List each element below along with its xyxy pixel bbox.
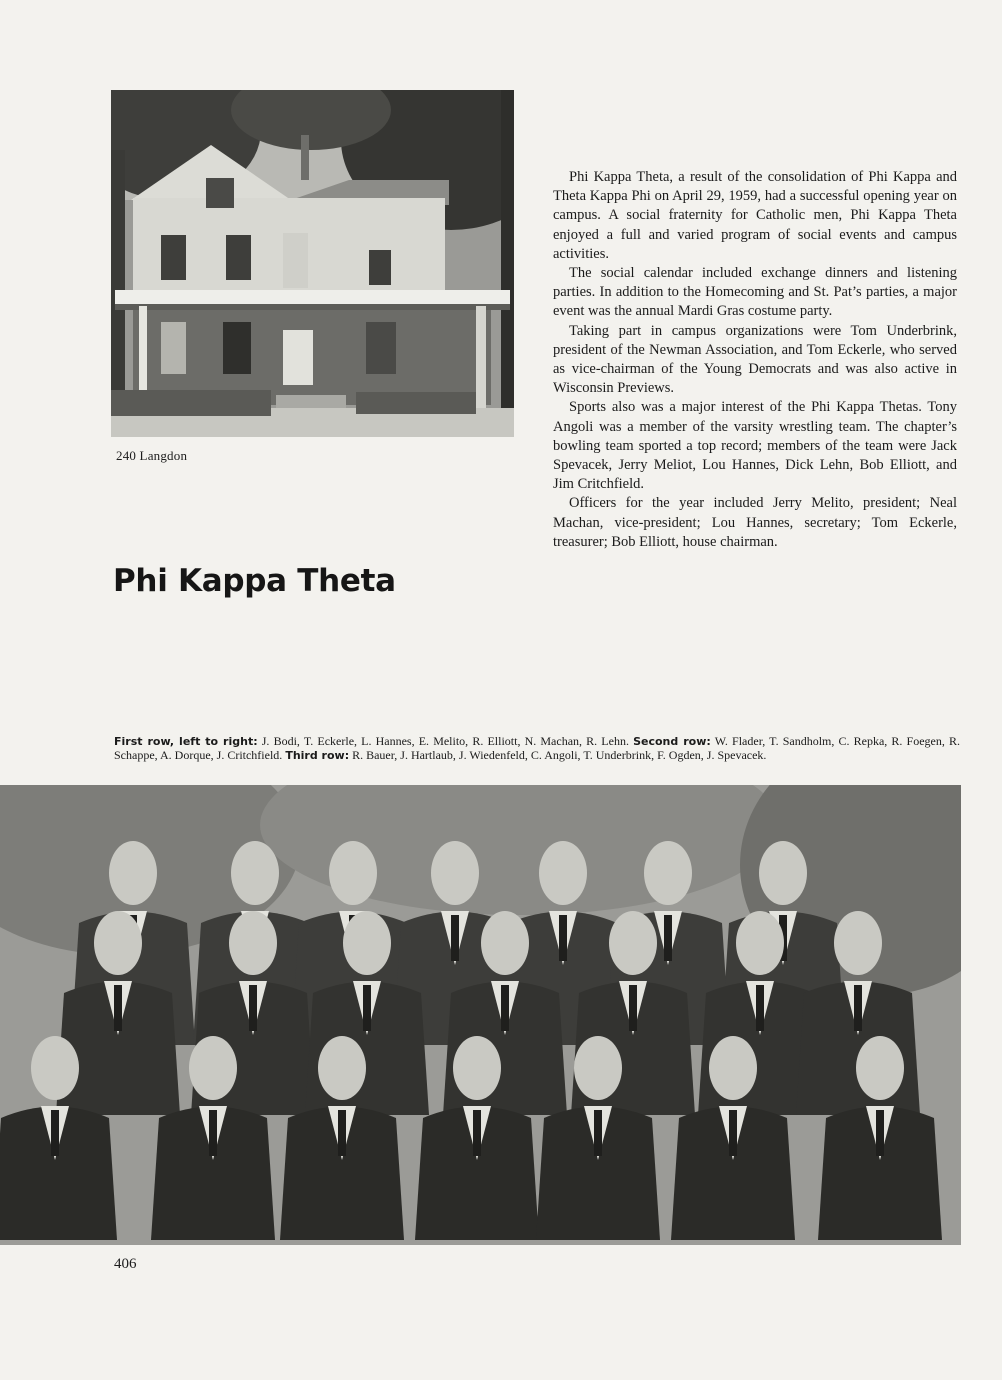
- necktie: [363, 985, 371, 1031]
- roster-row-names: R. Bauer, J. Hartlaub, J. Wiedenfeld, C. Angoli, T. Underbrink, F. Ogden, J. Spevacek.: [352, 747, 767, 762]
- necktie: [51, 1110, 59, 1156]
- person-head: [109, 841, 157, 905]
- necktie: [451, 915, 459, 961]
- person-head: [329, 841, 377, 905]
- necktie: [249, 985, 257, 1031]
- person-head: [453, 1036, 501, 1100]
- necktie: [114, 985, 122, 1031]
- necktie: [854, 985, 862, 1031]
- necktie: [664, 915, 672, 961]
- person-head: [856, 1036, 904, 1100]
- person-head: [31, 1036, 79, 1100]
- article-paragraph: Phi Kappa Theta, a result of the consolidation of Phi Kappa and Theta Kappa Phi on April 29, 1959, had a successful opening year on campus. A social fraternity for Catholic men, Phi Kappa Theta enjoyed a full and varied program of social events and campus activities.: [553, 169, 957, 262]
- person-head: [231, 841, 279, 905]
- person-head: [609, 911, 657, 975]
- article-body: [553, 168, 957, 552]
- page-heading: Phi Kappa Theta: [113, 563, 396, 599]
- article-paragraph: Sports also was a major interest of the Phi Kappa Thetas. Tony Angoli was a member of the varsity wrestling team. The chapter’s bowling team sported a top record; members of the team were Jack Spevacek, Jerry Meliot, Lou Hannes, Dick Lehn, Bob Elliott, and Jim Critchfield.: [553, 399, 957, 493]
- article-paragraph: Officers for the year included Jerry Melito, president; Neal Machan, vice-president; Lou Hannes, secretary; Tom Eckerle, treasurer; Bob Elliott, house chairman.: [553, 495, 957, 550]
- house-photo: [111, 90, 514, 437]
- roster-row-label: Third row:: [285, 748, 350, 762]
- person-head: [229, 911, 277, 975]
- necktie: [473, 1110, 481, 1156]
- group-photo-roster-caption: [114, 735, 960, 762]
- group-photo-illustration: [0, 785, 961, 1245]
- person-head: [709, 1036, 757, 1100]
- roster-row-label: Second row:: [633, 735, 711, 748]
- roster-row-names: J. Bodi, T. Eckerle, L. Hannes, E. Melito, R. Elliott, N. Machan, R. Lehn.: [261, 734, 629, 748]
- necktie: [876, 1110, 884, 1156]
- page-number: 406: [114, 1256, 137, 1272]
- necktie: [338, 1110, 346, 1156]
- person-head: [834, 911, 882, 975]
- person-head: [539, 841, 587, 905]
- house-illustration: [111, 90, 514, 437]
- necktie: [209, 1110, 217, 1156]
- roster-row-names: W. Flader, T. Sandholm, C. Repka, R. Foegen, R. Schappe, A. Dorque, J. Critchfield.: [114, 734, 961, 762]
- necktie: [629, 985, 637, 1031]
- article-paragraph: The social calendar included exchange dinners and listening parties. In addition to the Homecoming and St. Pat’s parties, a major event was the annual Mardi Gras costume party.: [553, 265, 957, 320]
- group-photo: [0, 785, 961, 1245]
- necktie: [594, 1110, 602, 1156]
- necktie: [559, 915, 567, 961]
- necktie: [756, 985, 764, 1031]
- person-head: [574, 1036, 622, 1100]
- person-head: [318, 1036, 366, 1100]
- roster-row-label: First row, left to right:: [114, 735, 258, 748]
- article-paragraph: Taking part in campus organizations were Tom Underbrink, president of the Newman Association, and Tom Eckerle, who served as vice-chairman of the Young Democrats and was also active in Wisconsin Previews.: [553, 322, 957, 397]
- house-photo-caption: 240 Langdon: [116, 448, 188, 463]
- person-head: [431, 841, 479, 905]
- person-head: [189, 1036, 237, 1100]
- person-head: [759, 841, 807, 905]
- person-head: [481, 911, 529, 975]
- person-head: [94, 911, 142, 975]
- person-head: [343, 911, 391, 975]
- person-head: [736, 911, 784, 975]
- necktie: [501, 985, 509, 1031]
- necktie: [729, 1110, 737, 1156]
- person-head: [644, 841, 692, 905]
